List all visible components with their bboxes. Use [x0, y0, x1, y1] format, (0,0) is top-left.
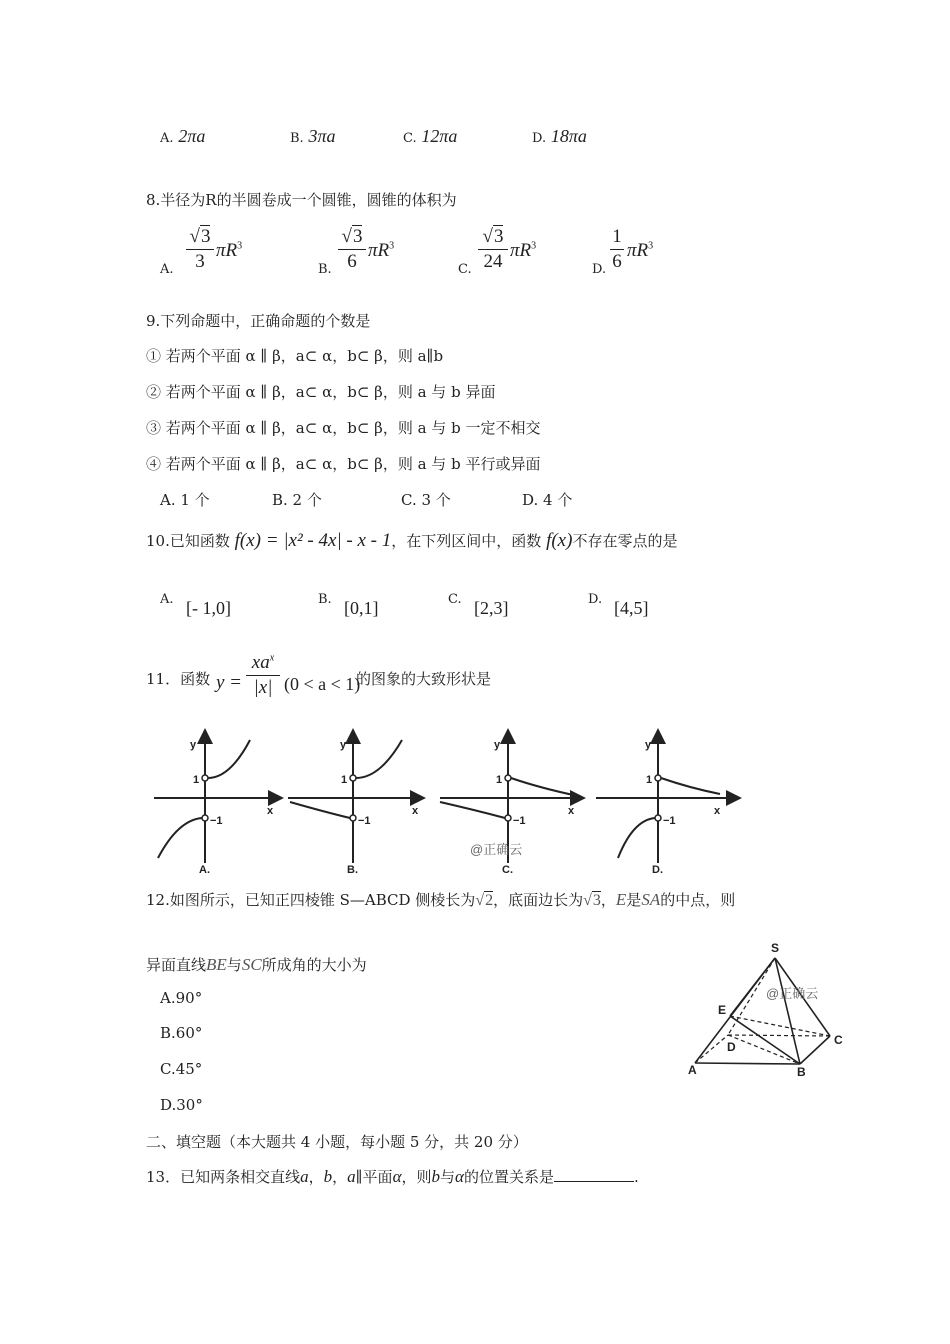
q13-answer-blank[interactable] [554, 1167, 634, 1182]
q8-option-c-letter: C. [458, 262, 472, 277]
vertex-s: S [771, 941, 780, 955]
q10-stem [146, 530, 677, 552]
graph-d [596, 732, 738, 863]
option-value: 3πa [308, 126, 336, 146]
denominator: 3 [195, 251, 205, 272]
graph-c-label: C. [502, 864, 513, 876]
graph-a-y-label: y [190, 739, 197, 751]
vertex-b: B [797, 1065, 806, 1078]
graph-b-y-label: y [340, 739, 347, 751]
q12-watermark: @正确云 [766, 986, 819, 1001]
q12-pyramid-figure [680, 938, 850, 1078]
q8-option-a-letter: A. [160, 262, 174, 277]
denominator: 24 [483, 251, 503, 272]
q8-option-b-fraction: √3 6 [338, 226, 366, 273]
graph-d-tick-neg1: −1 [663, 815, 676, 827]
q13-stem: 13．已知两条相交直线a，b，a∥平面α，则b与α的位置关系是 . [146, 1167, 639, 1186]
q10-option-d-letter: D. [588, 592, 603, 607]
q11-fraction: $xa^x$ |x| [246, 652, 280, 699]
q10-option-b-value: [0,1] [344, 598, 379, 618]
graph-d-x-label: x [714, 805, 721, 817]
graph-a-x-label: x [267, 805, 274, 817]
option-value: 18πa [550, 126, 587, 146]
side-edge-length: 2 [485, 892, 494, 909]
q8-option-d-rest: $\pi R^3$ [627, 240, 654, 261]
q11-graphs [150, 728, 750, 878]
q8-option-c-rest: $\pi R^3$ [510, 240, 537, 261]
section-fill-in-title: 二、填空题（本大题共 4 小题，每小题 5 分，共 20 分） [146, 1133, 528, 1151]
q12-option-c: C.45° [160, 1060, 203, 1078]
q9-item-4: ④ 若两个平面 α ∥ β，a⊂ α，b⊂ β，则 a 与 b 平行或异面 [146, 455, 541, 473]
graph-a-label: A. [199, 864, 210, 876]
graph-b-tick-1: 1 [341, 774, 348, 786]
q10-formula: f(x) = |x² - 4x| - x - 1 [234, 530, 392, 551]
q8-option-b-letter: B. [318, 262, 332, 277]
q10-option-c-value: [2,3] [474, 598, 509, 618]
denominator: 6 [612, 251, 622, 272]
option-letter: C. [403, 131, 417, 146]
q11-condition: (0 < a < 1) [284, 674, 361, 694]
graph-b-x-label: x [412, 805, 419, 817]
q8-option-c-fraction: √3 24 [478, 226, 508, 273]
q10-option-a-letter: A. [160, 592, 174, 607]
radicand: 3 [493, 226, 504, 247]
graph-d-y-label: y [645, 739, 652, 751]
option-letter: B. [290, 131, 304, 146]
q7-option-d [532, 126, 587, 147]
option-letter: A. [160, 131, 174, 146]
q7-option-a [160, 126, 205, 147]
vertex-d: D [727, 1040, 736, 1054]
vertex-a: A [688, 1063, 697, 1077]
q8-stem: 8.半径为R的半圆卷成一个圆锥，圆锥的体积为 [146, 191, 457, 209]
graph-a-tick-neg1: −1 [210, 815, 223, 827]
graph-a-tick-1: 1 [193, 774, 200, 786]
q10-middle: ，在下列区间中，函数 [391, 532, 542, 550]
q10-option-b-letter: B. [318, 592, 332, 607]
graph-c-x-label: x [568, 805, 575, 817]
numerator: 1 [612, 226, 622, 247]
option-value: 2πa [178, 126, 206, 146]
graph-b-tick-neg1: −1 [358, 815, 371, 827]
q9-item-3: ③ 若两个平面 α ∥ β，a⊂ α，b⊂ β，则 a 与 b 一定不相交 [146, 419, 541, 437]
q10-fx: f(x) [546, 530, 573, 551]
denominator: 6 [347, 251, 357, 272]
q9-option-d: D. 4 个 [522, 491, 573, 509]
q11-suffix: 的图象的大致形状是 [356, 670, 492, 688]
q8-option-d-fraction [610, 226, 624, 273]
q12-option-d: D.30° [160, 1096, 203, 1114]
q9-item-1: ① 若两个平面 α ∥ β，a⊂ α，b⊂ β，则 a∥b [146, 347, 444, 365]
q11-prefix: 11．函数 [146, 670, 211, 688]
q12-option-b: B.60° [160, 1024, 203, 1042]
vertex-c: C [834, 1033, 843, 1047]
graph-d-label: D. [652, 864, 663, 876]
graph-d-tick-1: 1 [646, 774, 653, 786]
q12-line-2: 异面直线BE与SC所成角的大小为 [146, 955, 367, 974]
q10-option-c-letter: C. [448, 592, 462, 607]
q9-item-2: ② 若两个平面 α ∥ β，a⊂ α，b⊂ β，则 a 与 b 异面 [146, 383, 496, 401]
q8-option-b-rest: $\pi R^3$ [368, 240, 395, 261]
q10-option-d-value: [4,5] [614, 598, 649, 618]
q11-watermark: @正确云 [470, 842, 523, 857]
q9-option-a: A. 1 个 [160, 491, 210, 509]
vertex-e: E [718, 1003, 727, 1017]
q8-option-a-fraction: √3 3 [186, 226, 214, 273]
q12-option-a: A.90° [160, 989, 203, 1007]
base-edge-length: 3 [592, 892, 601, 909]
graph-b-label: B. [347, 864, 358, 876]
q12-line-1: 12.如图所示，已知正四棱锥 S—ABCD 侧棱长为√2，底面边长为√3，E是SA的中点，则 [146, 890, 736, 909]
q7-option-c [403, 126, 457, 147]
graph-c-tick-neg1: −1 [513, 815, 526, 827]
q10-prefix: 10.已知函数 [146, 532, 230, 550]
q9-option-b: B. 2 个 [272, 491, 322, 509]
radicand: 3 [352, 226, 363, 247]
graph-c-tick-1: 1 [496, 774, 503, 786]
q7-option-b [290, 126, 336, 147]
q8-option-d-letter: D. [592, 262, 607, 277]
graph-c-y-label: y [494, 739, 501, 751]
q10-suffix: 不存在零点的是 [572, 532, 678, 550]
graph-a [154, 732, 280, 863]
q10-option-a-value: [- 1,0] [186, 598, 231, 618]
q9-option-c: C. 3 个 [401, 491, 451, 509]
q11-y-equals: y = [216, 672, 243, 693]
option-value: 12πa [421, 126, 458, 146]
graph-b [288, 732, 422, 863]
option-letter: D. [532, 131, 547, 146]
q9-stem: 9.下列命题中，正确命题的个数是 [146, 312, 371, 330]
q8-option-a-rest: $\pi R^3$ [216, 240, 243, 261]
radicand: 3 [200, 226, 211, 247]
